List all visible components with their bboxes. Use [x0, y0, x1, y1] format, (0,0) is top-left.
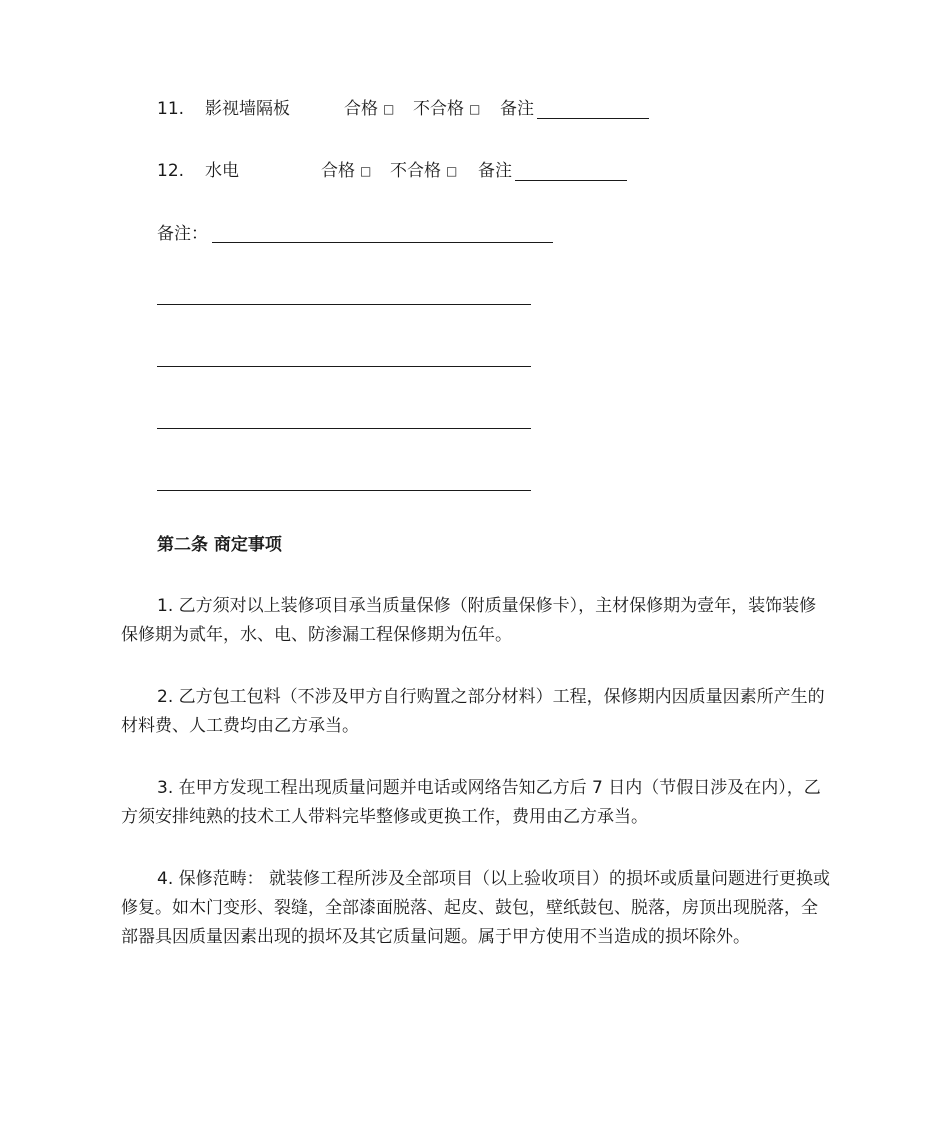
- fail-label: 不合格: [390, 161, 441, 181]
- fail-option[interactable]: [390, 163, 457, 180]
- checkbox-icon[interactable]: □: [383, 102, 395, 116]
- note-label: 备注: [500, 99, 534, 119]
- note-blank-line[interactable]: [515, 180, 627, 181]
- pass-option[interactable]: [344, 101, 394, 118]
- note-blank-line[interactable]: [537, 118, 649, 119]
- item-number: 12.: [157, 161, 185, 181]
- pass-label: 合格: [321, 161, 355, 181]
- item-name: 影视墙隔板: [205, 99, 290, 119]
- remarks-blank-line[interactable]: [157, 428, 531, 429]
- item-name: 水电: [205, 161, 239, 181]
- remarks-blank-line[interactable]: [157, 490, 531, 491]
- section-title: 第二条 商定事项: [157, 535, 282, 555]
- clause-paragraph: 3. 在甲方发现工程出现质量问题并电话或网络告知乙方后 7 日内（节假日涉及在内），乙方须安排纯熟的技术工人带料完毕整修或更换工作，费用由乙方承当。: [121, 778, 821, 827]
- clause-paragraph: 1. 乙方须对以上装修项目承当质量保修（附质量保修卡），主材保修期为壹年，装饰装修保修期为贰年，水、电、防渗漏工程保修期为伍年。: [121, 596, 817, 645]
- remarks-blank-line[interactable]: [157, 366, 531, 367]
- note-label: 备注: [478, 161, 512, 181]
- pass-option[interactable]: [321, 163, 371, 180]
- pass-label: 合格: [344, 99, 378, 119]
- item-number: 11.: [157, 99, 185, 119]
- checkbox-icon[interactable]: □: [360, 164, 372, 178]
- clause-paragraph: 2. 乙方包工包料（不涉及甲方自行购置之部分材料）工程，保修期内因质量因素所产生的材料费、人工费均由乙方承当。: [121, 687, 825, 736]
- checkbox-icon[interactable]: □: [446, 164, 458, 178]
- clause-paragraph: 4. 保修范畴： 就装修工程所涉及全部项目（以上验收项目）的损坏或质量问题进行更换或修复。如木门变形、裂缝，全部漆面脱落、起皮、鼓包，壁纸鼓包、脱落，房顶出现脱落，全部器具因质量因素出现的损坏及其它质量问题。属于甲方使用不当造成的损坏除外。: [121, 869, 831, 947]
- remarks-blank-line[interactable]: [157, 304, 531, 305]
- checkbox-icon[interactable]: □: [469, 102, 481, 116]
- fail-label: 不合格: [413, 99, 464, 119]
- fail-option[interactable]: [413, 101, 480, 118]
- remarks-label: 备注：: [157, 224, 208, 244]
- remarks-blank-line[interactable]: [212, 242, 553, 243]
